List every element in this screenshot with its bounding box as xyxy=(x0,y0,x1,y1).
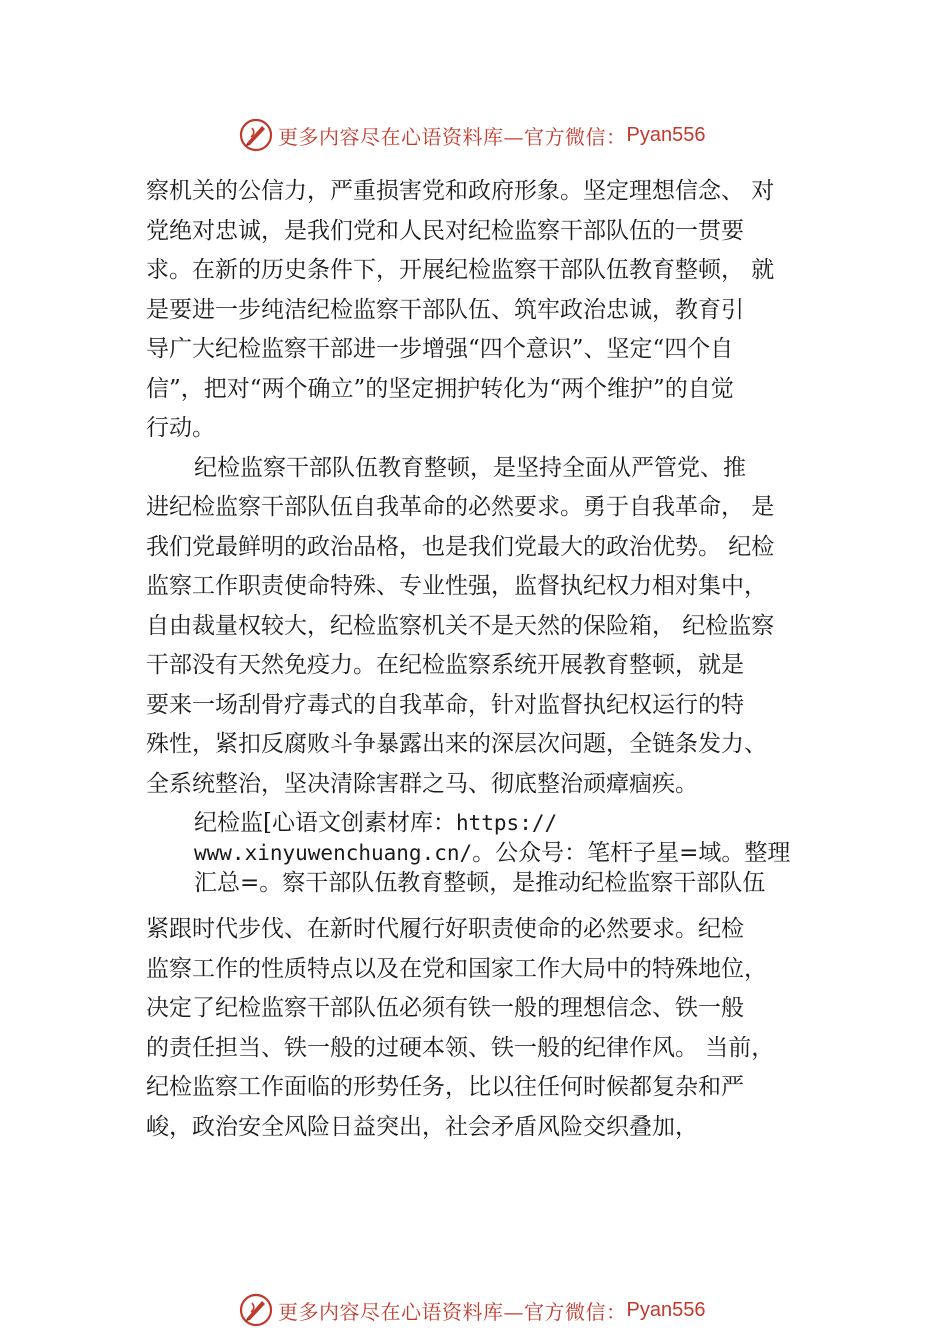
header-banner-content xyxy=(238,115,705,155)
text-line: 干部没有天然免疫力。在纪检监察系统开展教育整顿，就是 xyxy=(146,652,744,678)
note-suffix: 。公众号：笔杆子星=域。整理 xyxy=(472,840,791,866)
body-text-top xyxy=(146,172,826,804)
text-line: 监察工作职责使命特殊、专业性强，监督执纪权力相对集中， xyxy=(146,573,767,599)
text-line: 自由裁量权较大，纪检监察机关不是天然的保险箱， 纪检监察 xyxy=(146,612,775,639)
note-url-part1: https:// xyxy=(455,811,558,835)
header-banner xyxy=(0,115,950,155)
text-line: 求。在新的历史条件下，开展纪检监察干部队伍教育整顿， 就 xyxy=(146,257,775,283)
pen-logo-icon xyxy=(238,1292,274,1328)
text-line: 信”，把对“两个确立”的坚定拥护转化为“两个维护”的自觉 xyxy=(146,375,734,402)
text-line: 党绝对忠诚，是我们党和人民对纪检监察干部队伍的一贯要 xyxy=(146,217,744,244)
text-line: 察机关的公信力，严重损害党和政府形象。坚定理想信念、 对 xyxy=(146,178,775,204)
footer-banner-content xyxy=(238,1290,705,1330)
text-line: 要来一场刮骨疗毒式的自我革命，针对监督执纪权运行的特 xyxy=(146,691,744,718)
text-line: 我们党最鲜明的政治品格，也是我们党最大的政治优势。 纪检 xyxy=(146,533,775,560)
text-line: 导广大纪检监察干部进一步增强“四个意识”、坚定“四个自 xyxy=(146,336,734,362)
note-prefix: 纪检监[心语文创素材库： xyxy=(194,810,456,836)
text-line: 纪检监察干部队伍教育整顿，是坚持全面从严管党、推 xyxy=(194,454,746,481)
banner-wechat-id: Pyan556 xyxy=(626,123,706,146)
text-line: 峻，政治安全风险日益突出，社会矛盾风险交织叠加， xyxy=(146,1113,698,1140)
footer-banner xyxy=(0,1290,950,1330)
text-line: 全系统整治，坚决清除害群之马、彻底整治顽瘴痼疾。 xyxy=(146,770,698,797)
note-url-part2: www.xinyuwenchuang.cn/ xyxy=(194,841,473,865)
text-line: 决定了纪检监察干部队伍必须有铁一般的理想信念、铁一般 xyxy=(146,995,744,1021)
text-line: 进纪检监察干部队伍自我革命的必然要求。勇于自我革命， 是 xyxy=(146,494,775,520)
text-line: 紧跟时代步伐、在新时代履行好职责使命的必然要求。纪检 xyxy=(146,916,744,942)
note-line: 汇总=。察干部队伍教育整顿，是推动纪检监察干部队伍 xyxy=(194,870,766,896)
text-line: 殊性，紧扣反腐败斗争暴露出来的深层次问题，全链条发力、 xyxy=(146,731,767,757)
banner-text: 更多内容尽在心语资料库—官方微信： xyxy=(278,124,627,149)
body-text-bottom xyxy=(146,910,826,1147)
banner-wechat-id: Pyan556 xyxy=(626,1298,706,1321)
text-line: 的责任担当、铁一般的过硬本领、铁一般的纪律作风。 当前， xyxy=(146,1034,775,1061)
text-line: 是要进一步纯洁纪检监察干部队伍、筑牢政治忠诚，教育引 xyxy=(146,296,744,323)
note-line xyxy=(194,808,834,838)
banner-text: 更多内容尽在心语资料库—官方微信： xyxy=(278,1299,627,1324)
pen-logo-icon xyxy=(238,117,274,153)
note-line xyxy=(194,838,834,868)
text-line: 纪检监察工作面临的形势任务，比以往任何时候都复杂和严 xyxy=(146,1074,744,1100)
inserted-note xyxy=(194,808,834,898)
text-line: 行动。 xyxy=(146,415,215,441)
text-line: 监察工作的性质特点以及在党和国家工作大局中的特殊地位， xyxy=(146,955,767,982)
